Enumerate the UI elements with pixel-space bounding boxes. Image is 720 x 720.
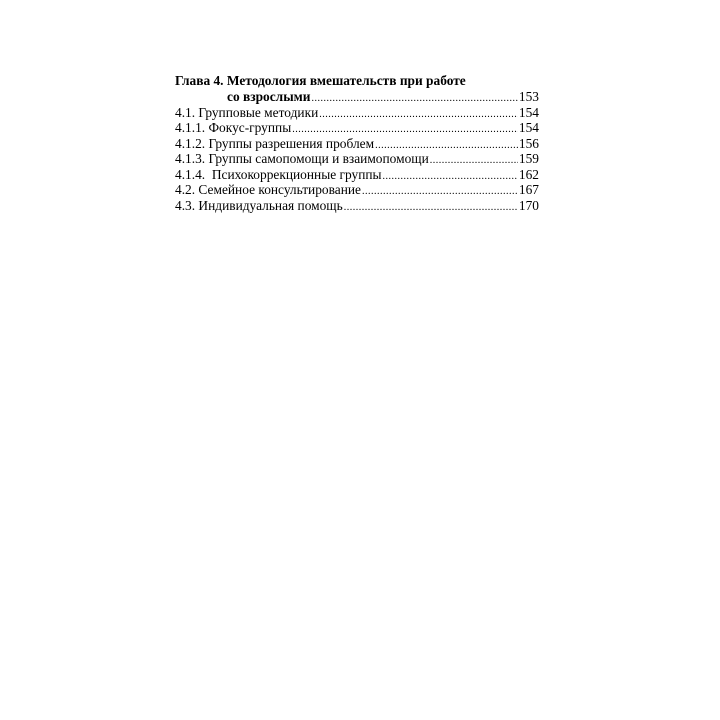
table-of-contents (175, 73, 539, 213)
toc-entry-title: 4.1.4. Психокоррекционные группы (175, 166, 382, 182)
toc-entry-page: 154 (518, 104, 539, 120)
dot-leader (312, 91, 518, 107)
toc-entry-page: 156 (518, 135, 539, 151)
toc-entry-title: 4.1. Групповые методики (175, 104, 319, 120)
toc-entry-title: 4.1.3. Группы самопомощи и взаимопомощи (175, 151, 429, 166)
chapter-title-line2: со взрослыми (227, 89, 311, 104)
dot-leader (383, 169, 518, 185)
dot-leader (319, 107, 518, 123)
toc-entry-page: 162 (518, 166, 539, 182)
dot-leader (362, 184, 518, 200)
chapter-page-number: 153 (518, 89, 539, 104)
toc-entry-title: 4.1.2. Группы разрешения проблем (175, 135, 375, 151)
toc-entry (175, 167, 539, 183)
toc-entry-title: 4.2. Семейное консультирование (175, 182, 361, 197)
toc-entry (175, 105, 539, 121)
toc-entry-page: 170 (518, 197, 539, 213)
toc-entry (175, 198, 539, 214)
dot-leader (344, 200, 518, 216)
toc-entry-page: 167 (518, 182, 539, 197)
toc-entry-page: 154 (518, 120, 539, 135)
dot-leader (430, 153, 518, 169)
toc-entry (175, 120, 539, 136)
toc-entry (175, 182, 539, 198)
toc-entry-title: 4.1.1. Фокус-группы (175, 120, 292, 135)
toc-entry (175, 151, 539, 167)
toc-entry (175, 136, 539, 152)
chapter-title-continuation (175, 89, 539, 105)
chapter-title: Глава 4. Методология вмешательств при работе (175, 73, 466, 88)
toc-entry-page: 159 (518, 151, 539, 166)
toc-entry-title: 4.3. Индивидуальная помощь (175, 197, 343, 213)
